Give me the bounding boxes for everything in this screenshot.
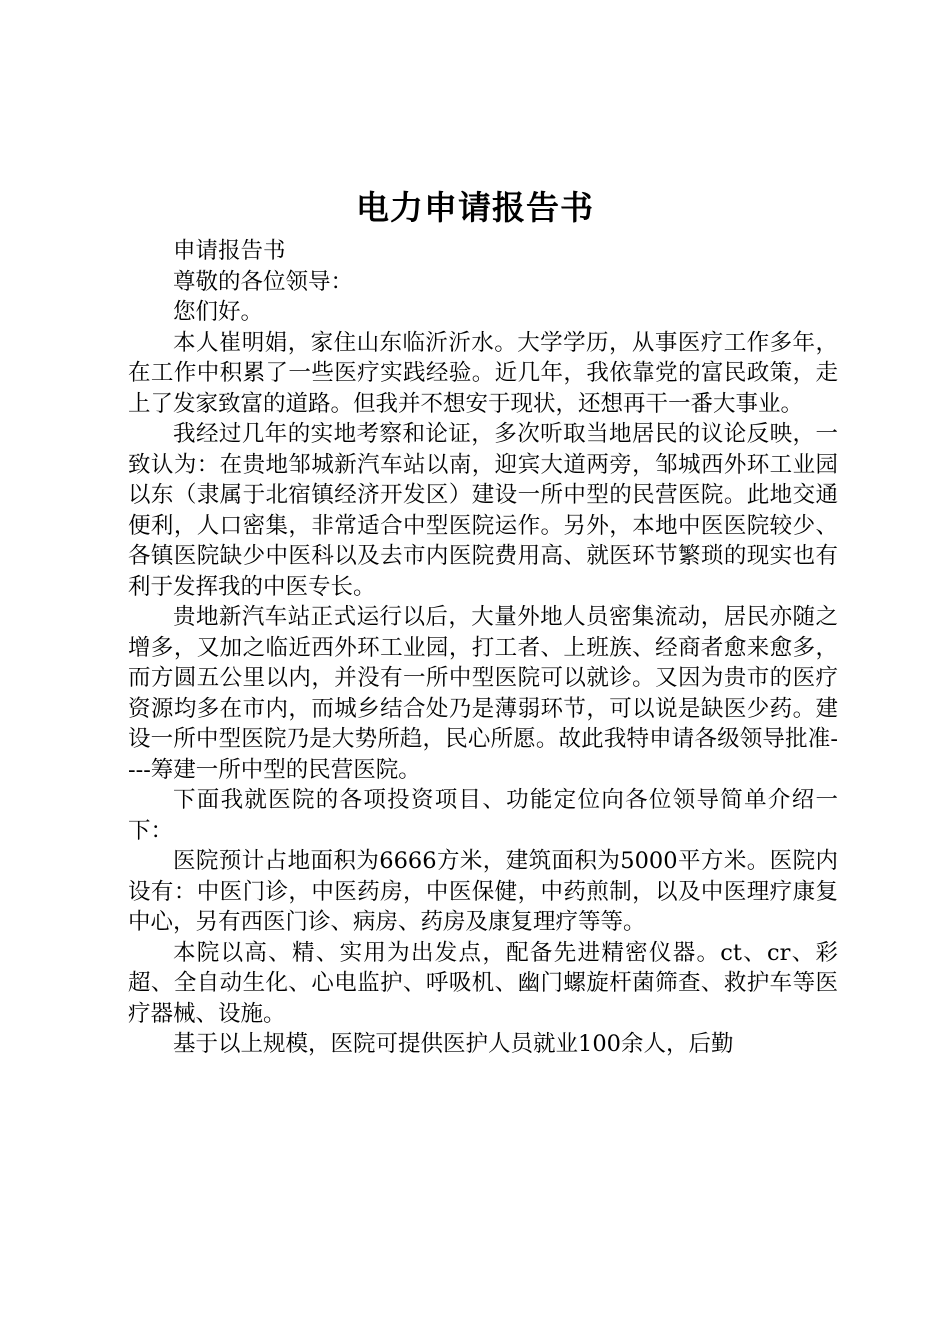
paragraph-employment: 基于以上规模，医院可提供医护人员就业100余人，后勤 bbox=[173, 1031, 734, 1057]
paragraph-greeting: 您们好。 bbox=[173, 299, 264, 325]
paragraph-equipment: 本院以高、精、实用为出发点，配备先进精密仪器。ct、cr、彩超、全自动生化、心电监护、呼吸机、幽门螺旋杆菌筛查、救护车等医疗器械、设施。 bbox=[128, 939, 838, 1027]
paragraph-site-survey: 我经过几年的实地考察和论证，多次听取当地居民的议论反映，一致认为：在贵地邹城新汽车站以南，迎宾大道两旁，邹城西外环工业园以东（隶属于北宿镇经济开发区）建设一所中型的民营医院。此地交通便利，人口密集，非常适合中型医院运作。另外，本地中医医院较少、各镇医院缺少中医科以及去市内医院费用高、就医环节繁琐的现实也有利于发挥我的中医专长。 bbox=[128, 421, 838, 600]
document-body bbox=[128, 236, 838, 1060]
paragraph-facility-area: 医院预计占地面积为6666方米，建筑面积为5000平方米。医院内设有：中医门诊，中医药房，中医保健，中药煎制，以及中医理疗康复中心，另有西医门诊、病房、药房及康复理疗等等。 bbox=[128, 848, 838, 935]
paragraph-project-intro: 下面我就医院的各项投资项目、功能定位向各位领导简单介绍一下： bbox=[128, 787, 838, 844]
paragraph-subject: 申请报告书 bbox=[173, 238, 286, 264]
paragraph-introduction: 本人崔明娟，家住山东临沂沂水。大学学历，从事医疗工作多年，在工作中积累了一些医疗实践经验。近几年，我依靠党的富民政策，走上了发家致富的道路。但我并不想安于现状，还想再干一番大事业。 bbox=[128, 329, 838, 417]
document-title: 电力申请报告书 bbox=[356, 188, 594, 227]
paragraph-salutation: 尊敬的各位领导： bbox=[173, 268, 354, 295]
paragraph-need: 贵地新汽车站正式运行以后，大量外地人员密集流动，居民亦随之增多，又加之临近西外环工业园，打工者、上班族、经商者愈来愈多，而方圆五公里以内，并没有一所中型医院可以就诊。又因为贵市的医疗资源均多在市内，而城乡结合处乃是薄弱环节，可以说是缺医少药。建设一所中型医院乃是大势所趋，民心所愿。故此我特申请各级领导批准----筹建一所中型的民营医院。 bbox=[128, 604, 838, 783]
